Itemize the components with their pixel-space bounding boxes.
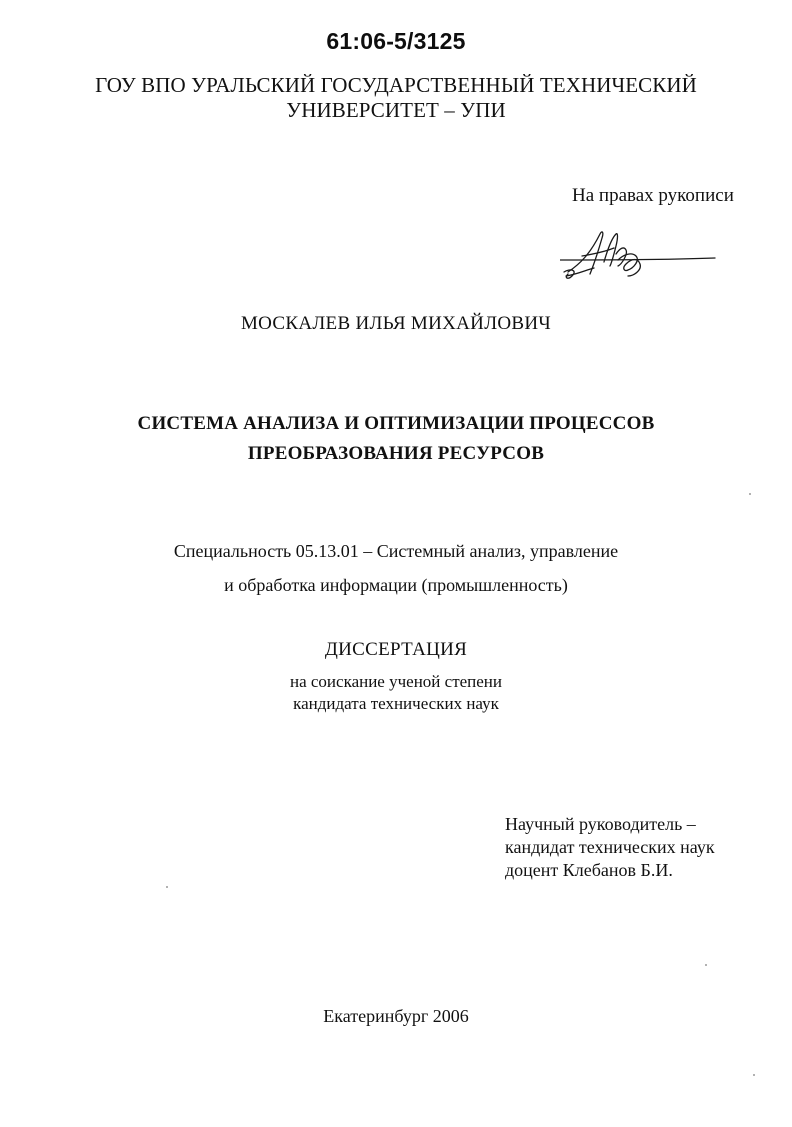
dissertation-title-line-1: СИСТЕМА АНАЛИЗА И ОПТИМИЗАЦИИ ПРОЦЕССОВ	[137, 413, 655, 434]
degree-line-1: на соискание ученой степени	[289, 672, 503, 691]
scan-speck	[705, 964, 707, 966]
supervisor-line-1: Научный руководитель –	[505, 814, 696, 834]
author-signature	[560, 224, 720, 284]
dissertation-title-line-2: ПРЕОБРАЗОВАНИЯ РЕСУРСОВ	[247, 443, 545, 464]
author-name: МОСКАЛЕВ ИЛЬЯ МИХАЙЛОВИЧ	[240, 313, 552, 334]
degree-line-2: кандидата технических наук	[293, 694, 499, 713]
scan-speck	[749, 493, 751, 495]
supervisor-line-2: кандидат технических наук	[505, 837, 715, 857]
scan-speck	[753, 1074, 755, 1076]
manuscript-note: На правах рукописи	[572, 185, 734, 206]
scan-speck	[166, 886, 168, 888]
specialty-line-1: Специальность 05.13.01 – Системный анализ, управление	[173, 541, 619, 561]
supervisor-line-3: доцент Клебанов Б.И.	[505, 860, 673, 880]
organization-line-2: УНИВЕРСИТЕТ – УПИ	[286, 98, 506, 122]
document-type: ДИССЕРТАЦИЯ	[324, 639, 468, 660]
catalog-number: 61:06-5/3125	[326, 28, 466, 54]
specialty-line-2: и обработка информации (промышленность)	[224, 575, 568, 595]
city-year: Екатеринбург 2006	[323, 1006, 469, 1026]
organization-line-1: ГОУ ВПО УРАЛЬСКИЙ ГОСУДАРСТВЕННЫЙ ТЕХНИЧЕСКИЙ	[95, 73, 697, 97]
